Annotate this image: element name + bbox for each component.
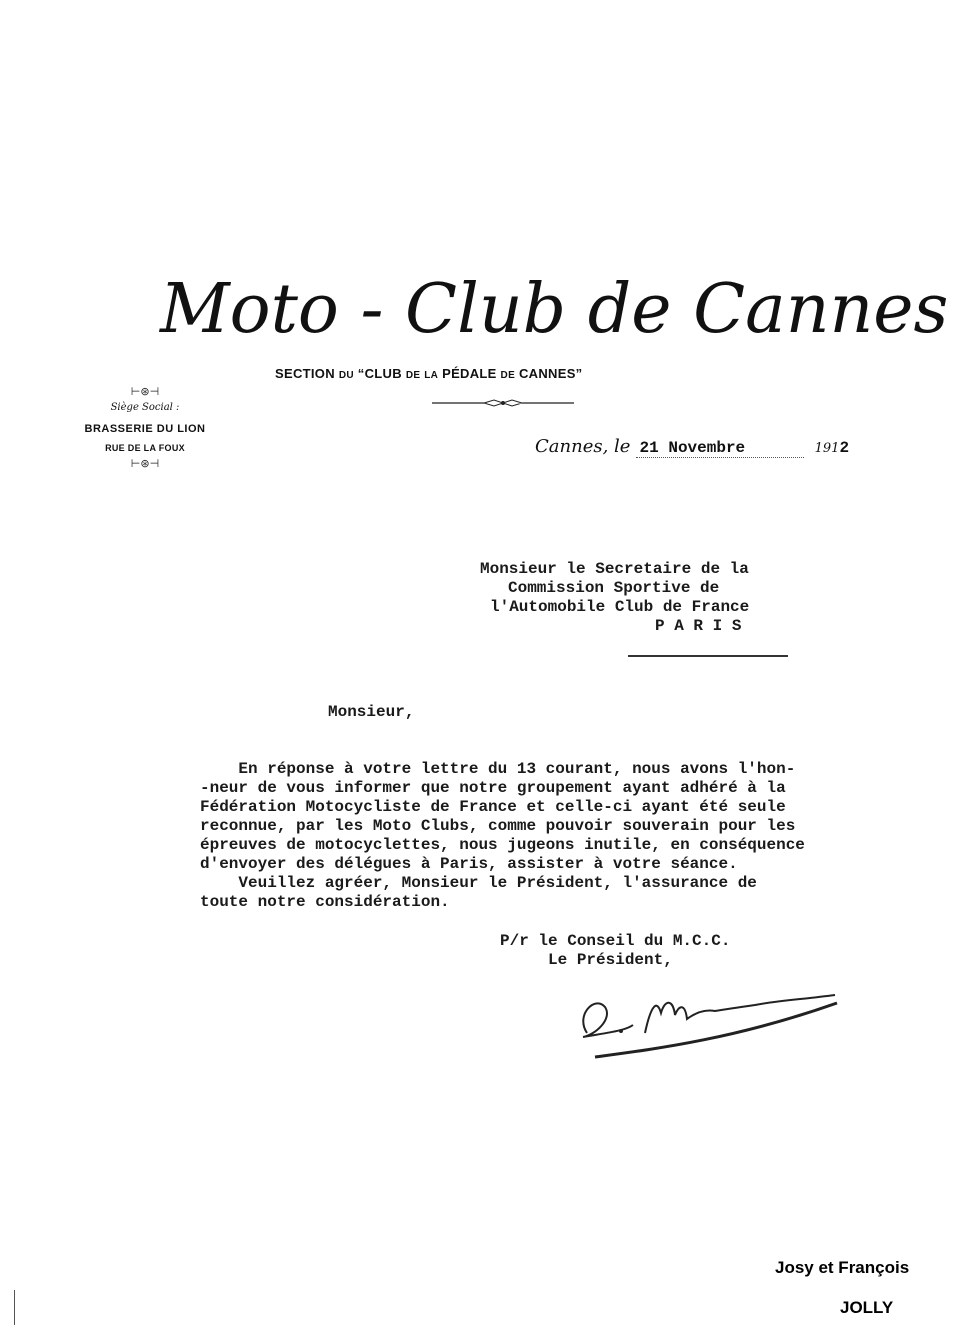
siege-social-block <box>70 385 220 470</box>
recipient-line: P A R I S <box>655 617 742 635</box>
letterhead-title-text: Moto - Club de Cannes <box>160 270 949 349</box>
signoff <box>500 932 730 970</box>
signoff-line: P/r le Conseil du M.C.C. <box>500 932 731 950</box>
credit-line: JOLLY <box>840 1298 894 1317</box>
address-underline <box>628 655 788 657</box>
margin-mark <box>14 1290 15 1325</box>
section-word: DU <box>338 370 354 381</box>
section-word: SECTION <box>275 366 335 381</box>
date-place: Cannes, le <box>535 436 631 457</box>
ornament-icon: ⊢⊛⊣ <box>130 385 160 398</box>
body-line: reconnue, par les Moto Clubs, comme pouvoir souverain pour les <box>200 817 796 835</box>
credit-line: Josy et François <box>775 1258 910 1277</box>
date-year-prefix: 191 <box>814 441 840 456</box>
salutation: Monsieur, <box>328 703 415 721</box>
siege-street: RUE DE LA FOUX <box>105 443 185 453</box>
section-word: DE <box>500 370 516 381</box>
section-word: LA <box>424 370 439 381</box>
recipient-address <box>480 560 749 636</box>
date-year-typed: 2 <box>839 439 850 457</box>
recipient-line: l'Automobile Club de France <box>490 598 750 616</box>
body-line: épreuves de motocyclettes, nous jugeons inutile, en conséquence <box>200 836 805 854</box>
siege-label: Siège Social : <box>110 402 180 413</box>
recipient-line: Commission Sportive de <box>508 579 720 597</box>
letterhead-title <box>150 250 949 360</box>
ornament-icon: ⊢⊛⊣ <box>130 457 160 470</box>
body-line: toute notre considération. <box>200 893 450 911</box>
body-line: Fédération Motocycliste de France et celle-ci ayant été seule <box>200 798 786 816</box>
siege-name: BRASSERIE DU LION <box>84 423 206 435</box>
section-word: “CLUB <box>357 366 402 381</box>
date-line <box>535 436 849 458</box>
body-line: En réponse à votre lettre du 13 courant, nous avons l'hon- <box>200 760 796 778</box>
section-line <box>275 366 582 381</box>
ornament-rule <box>432 396 574 408</box>
section-word: CANNES” <box>518 366 583 381</box>
letter-body <box>200 760 805 912</box>
body-line: Veuillez agréer, Monsieur le Président, l'assurance de <box>200 874 757 892</box>
handwritten-signature <box>565 975 845 1070</box>
section-word: PÉDALE <box>442 366 497 381</box>
signoff-line: Le Président, <box>500 951 673 969</box>
body-line: -neur de vous informer que notre groupement ayant adhéré à la <box>200 779 786 797</box>
date-typed: 21 Novembre <box>639 439 746 457</box>
section-word: DE <box>405 370 421 381</box>
body-line: d'envoyer des délégues à Paris, assister à votre séance. <box>200 855 738 873</box>
recipient-line: Monsieur le Secretaire de la <box>480 560 749 578</box>
